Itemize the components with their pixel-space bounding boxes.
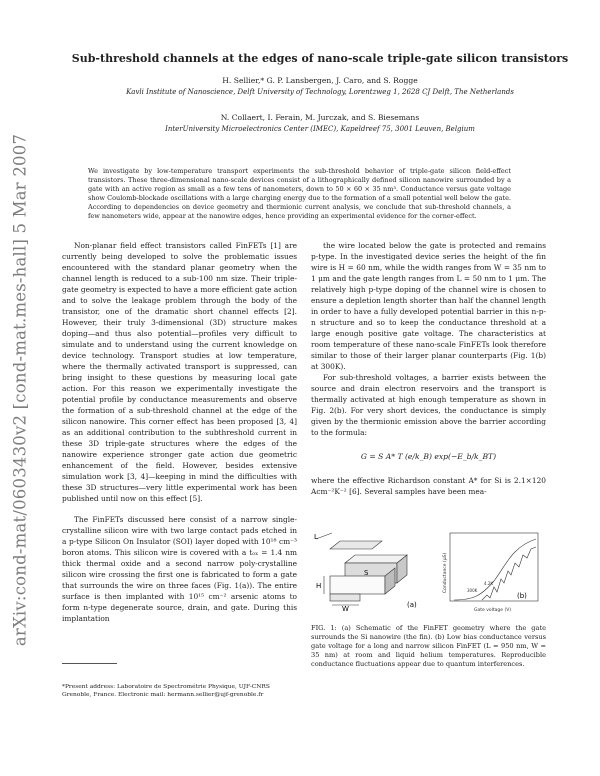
conductance-plot	[450, 533, 538, 601]
abstract: We investigate by low-temperature transport experiments the sub-threshold behavior of triple-gate silicon field-effect transistors. These three-dimensional nano-scale devices consist of a lithographically defined silicon nanowire surrounded by a gate with an active region as small as a few tens of nanometers, down to 50 × 60 × 35 nm³. Conductance versus gate voltage show Coulomb-blockade oscillations with a large charging energy due to the formation of a small potential well below the gate. According to dependencies on device geometry and thermionic current analysis, we conclude that sub-threshold channels, a few nanometers wide, appear at the nanowire edges, hence providing an experimental evidence for the corner-effect.	[88, 167, 511, 220]
panel-b-label: (b)	[517, 592, 527, 600]
substrate	[330, 594, 360, 601]
arxiv-identifier: arXiv:cond-mat/0603430v2 [cond-mat.mes-hall] 5 Mar 2007	[10, 133, 30, 647]
panel-a-label: (a)	[407, 601, 417, 609]
contact-pad-top	[330, 541, 382, 549]
curve-label-300k: 300K	[467, 588, 478, 593]
body-paragraph-geometry: the wire located below the gate is protected and remains p-type. In the investigated device series the height of the fin wire is H = 60 nm, while the width ranges from W = 35 nm to 1 μm and the gate length ranges from L = 50 nm to 1 μm. The relatively high p-type doping of the channel wire is chosen to ensure a depletion length shorter than half the channel length in order to have a fully developed potential barrier in this n-p-n structure and so to keep the conductance threshold at a large enough positive gate voltage. The characteristics at room temperature of these nano-scale FinFETs look therefore similar to those of their larger planar counterparts (Fig. 1(b) at 300K).	[311, 241, 546, 371]
curve-4k	[482, 547, 536, 600]
arxiv-sidebar	[0, 133, 40, 647]
affiliation-2: InterUniversity Microelectronics Center (IMEC), Kapeldreef 75, 3001 Leuven, Belgium	[165, 125, 475, 133]
authors-group-1: H. Sellier,* G. P. Lansbergen, J. Caro, and S. Rogge	[222, 76, 418, 85]
affiliation-1: Kavli Institute of Nanoscience, Delft University of Technology, Lorentzweg 1, 2628 CJ Delft, The Netherlands	[126, 88, 514, 96]
figure-caption: FIG. 1: (a) Schematic of the FinFET geometry where the gate surrounds the Si nanowire (the fin). (b) Low bias conductance versus gate voltage for a long and narrow silicon FinFET (L = 950 nm, W = 35 nm) at room and liquid helium temperatures. Reproducible conductance fluctuations appear due to quantum interferences.	[311, 624, 546, 668]
body-paragraph-thermionic: For sub-threshold voltages, a barrier exists between the source and drain electron reservoirs and the transport is thermally activated at high enough temperature as shown in Fig. 2(b). For very short devices, the conductance is simply given by the thermionic emission above the barrier according to the formula:	[311, 373, 546, 437]
footnote: *Present address: Laboratoire de Spectrométrie Physique, UJF-CNRS Grenoble, France. Electronic mail: hermann.sellier@ujf-grenoble.fr	[62, 684, 270, 699]
paper-title: Sub-threshold channels at the edges of nano-scale triple-gate silicon transistors	[71, 52, 569, 65]
left-column	[62, 240, 297, 624]
curve-label-4k: 4.2K	[484, 581, 493, 586]
length-arrow	[316, 533, 332, 539]
footnote-divider	[62, 663, 117, 664]
body-paragraph-fabrication: The FinFETs discussed here consist of a narrow single-crystalline silicon wire with two large contact pads etched in a p-type Silicon On Insulator (SOI) layer doped with 10¹⁸ cm⁻³ boron atoms. This silicon wire is covered with a tₒₓ = 1.4 nm thick thermal oxide and a second narrow poly-crystalline silicon wire crossing the first one is fabricated to form a gate that surrounds the wire on three faces (Fig. 1(a)). The entire surface is then implanted with 10¹⁵ cm⁻² arsenic atoms to form n-type degenerate source, drain, and gate. During this implantation	[62, 515, 297, 623]
y-axis-label: Conductance (μS)	[443, 552, 448, 593]
label-l: L	[314, 533, 318, 541]
plot-frame	[450, 533, 538, 601]
finfet-schematic	[316, 533, 407, 605]
thermionic-formula: G = S A* T (e/k_B) exp(−E_b/k_BT)	[360, 452, 497, 461]
label-w: W	[342, 605, 349, 613]
fin-front	[330, 576, 385, 594]
body-paragraph-richardson: where the effective Richardson constant A* for Si is 2.1×120 Acm⁻²K⁻² [6]. Several samples have been mea-	[311, 476, 546, 496]
figure-1	[312, 523, 545, 613]
body-paragraph-intro: Non-planar field effect transistors called FinFETs [1] are currently being developed to solve the problematic issues encountered with the standard planar geometry when the channel length is reduced to a sub-100 nm size. Their triple-gate geometry is expected to have a more efficient gate action and to solve the leakage problem through the body of the transistor, one of the dramatic short channel effects [2]. However, their truly 3-dimensional (3D) structure makes doping—and thus also potential—profiles very difficult to simulate and to understand using the current knowledge on device technology. Transport studies at low temperature, where the thermally activated transport is suppressed, can bring insight to these questions by measuring local gate action. For this reason we experimentally investigate the potential profile by conductance measurements and observe the formation of a sub-threshold channel at the edge of the silicon nanowire. This corner effect has been proposed [3, 4] as an additional contribution to the subthreshold current in these 3D triple-gate structures where the edges of the nanowire experience stronger gate action due geometric enhancement of the field. However, besides extensive simulation work [3, 4]—keeping in mind the difficulties with these 3D structures—very little experimental work has been published until now on this effect [5].	[62, 241, 297, 503]
label-s: S	[364, 569, 369, 577]
gate-top	[345, 555, 407, 563]
label-h: H	[316, 582, 322, 590]
right-column	[311, 240, 546, 497]
authors-group-2: N. Collaert, I. Ferain, M. Jurczak, and S. Biesemans	[220, 113, 420, 122]
x-axis-label: Gate voltage (V)	[474, 608, 512, 613]
